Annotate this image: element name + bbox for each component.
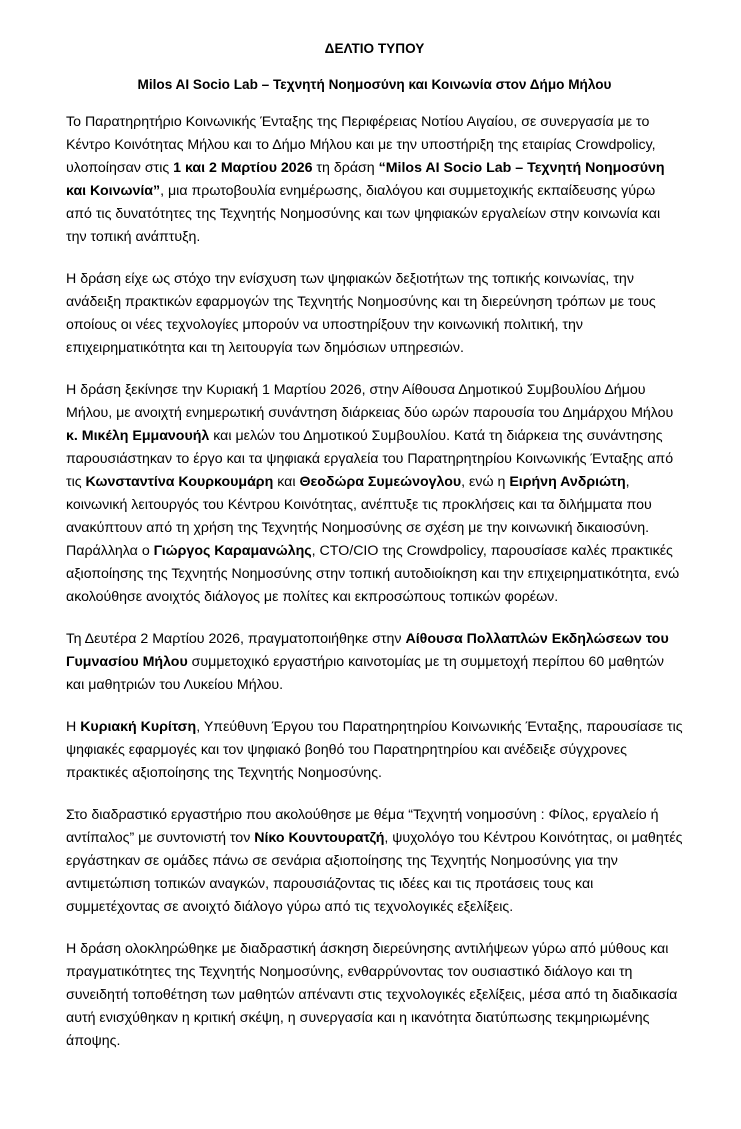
paragraph [66, 268, 683, 360]
document-body [66, 111, 683, 1053]
bold-text-run: Νίκο Κουντουρατζή [254, 830, 385, 846]
bold-text-run: Κωνσταντίνα Κουρκουμάρη [85, 474, 274, 490]
bold-text-run: Κυριακή Κυρίτση [80, 719, 197, 735]
text-run: και [273, 474, 300, 490]
text-run: Η δράση ξεκίνησε την Κυριακή 1 Μαρτίου 2026, στην Αίθουσα Δημοτικού Συμβουλίου Δήμου Μήλου, με ανοιχτή ενημερωτική συνάντηση διάρκειας δύο ωρών παρουσία του Δημάρχου Μήλου [66, 382, 674, 421]
document-title: ΔΕΛΤΙΟ ΤΥΠΟΥ [324, 41, 425, 56]
text-run: , κοινωνική λειτουργός του Κέντρου Κοινότητας, ανέπτυξε τις προκλήσεις και τα διλήμματα που ανακύπτουν από τη χρήση της Τεχνητής Νοημοσύνης σε σχέση με την κοινωνική δικαιοσύνη. Παράλληλα ο [66, 474, 652, 559]
bold-text-run: κ. Μικέλη Εμμανουήλ [66, 428, 210, 444]
text-run: , CTO/CIO της Crowdpolicy, παρουσίασε καλές πρακτικές αξιοποίησης της Τεχνητής Νοημοσύνης στην τοπική αυτοδιοίκηση και την επιχειρηματικότητα, ενώ ακολούθησε ανοιχτός διάλογος με πολίτες και εκπροσώπους τοπικών φορέων. [66, 543, 680, 605]
paragraph [66, 938, 683, 1053]
text-run: Τη Δευτέρα 2 Μαρτίου 2026, πραγματοποιήθηκε στην [66, 631, 406, 647]
text-run: Η δράση ολοκληρώθηκε με διαδραστική άσκηση διερεύνησης αντιλήψεων γύρω από μύθους και πραγματικότητες της Τεχνητής Νοημοσύνης, ενθαρρύνοντας τον ουσιαστικό διάλογο και τη συνειδητή τοποθέτηση των μαθητών απέναντι στις τεχνολογικές εξελίξεις, μέσα από τη διαδικασία αυτή ενισχύθηκαν η κριτική σκέψη, η συνεργασία και η ικανότητα διατύπωσης τεκμηριωμένης άποψης. [66, 941, 678, 1049]
text-run: , ψυχολόγο του Κέντρου Κοινότητας, οι μαθητές εργάστηκαν σε ομάδες πάνω σε σενάρια αξιοποίησης της Τεχνητής Νοημοσύνης για την αντιμετώπιση τοπικών αναγκών, παρουσιάζοντας τις ιδέες και τις προτάσεις τους και συμμετέχοντας σε ανοιχτό διάλογο γύρω από τις τεχνολογικές εξελίξεις. [66, 830, 683, 915]
bold-text-run: “Milos AI Socio Lab – Τεχνητή Νοημοσύνη και Κοινωνία” [66, 160, 665, 199]
text-run: , ενώ η [461, 474, 510, 490]
paragraph [66, 379, 683, 609]
text-run: Στο διαδραστικό εργαστήριο που ακολούθησε με θέμα “Τεχνητή νοημοσύνη : Φίλος, εργαλείο ή αντίπαλος” με συντονιστή τον [66, 807, 659, 846]
text-run: Η [66, 719, 81, 735]
paragraph [66, 628, 683, 697]
bold-text-run: Ειρήνη Ανδριώτη [509, 474, 626, 490]
bold-text-run: Γιώργος Καραμανώλης [153, 543, 312, 559]
text-run: και μελών του Δημοτικού Συμβουλίου. Κατά τη διάρκεια της συνάντησης παρουσιάστηκαν το έργο και τα ψηφιακά εργαλεία του Παρατηρητηρίου Κοινωνικής Ένταξης από τις [66, 428, 674, 490]
text-run: συμμετοχικό εργαστήριο καινοτομίας με τη συμμετοχή περίπου 60 μαθητών και μαθητριών του Λυκείου Μήλου. [66, 654, 664, 693]
paragraph [66, 111, 683, 249]
text-run: τη δράση [312, 160, 379, 176]
bold-text-run: 1 και 2 Μαρτίου 2026 [173, 160, 313, 176]
paragraph [66, 716, 683, 785]
bold-text-run: Θεοδώρα Συμεώνογλου [299, 474, 462, 490]
bold-text-run: Αίθουσα Πολλαπλών Εκδηλώσεων του Γυμνασίου Μήλου [66, 631, 669, 670]
text-run: Η δράση είχε ως στόχο την ενίσχυση των ψηφιακών δεξιοτήτων της τοπικής κοινωνίας, την ανάδειξη πρακτικών εφαρμογών της Τεχνητής Νοημοσύνης και τη διερεύνηση τρόπων με τους οποίους οι νέες τεχνολογίες μπορούν να υποστηρίξουν την κοινωνική πολιτική, την επιχειρηματικότητα και τη λειτουργία των δημόσιων υπηρεσιών. [66, 271, 656, 356]
text-run: Το Παρατηρητήριο Κοινωνικής Ένταξης της Περιφέρειας Νοτίου Αιγαίου, σε συνεργασία με το Κέντρο Κοινότητας Μήλου και το Δήμο Μήλου και με την υποστήριξη της εταιρίας Crowdpolicy, υλοποίησαν στις [66, 114, 656, 176]
text-run: , μια πρωτοβουλία ενημέρωσης, διαλόγου και συμμετοχικής εκπαίδευσης γύρω από τις δυνατότητες της Τεχνητής Νοημοσύνης και των ψηφιακών εργαλείων στην κοινωνία και την τοπική ανάπτυξη. [66, 183, 661, 245]
document-subtitle: Milos AI Socio Lab – Τεχνητή Νοημοσύνη και Κοινωνία στον Δήμο Μήλου [137, 77, 612, 92]
text-run: , Υπεύθυνη Έργου του Παρατηρητηρίου Κοινωνικής Ένταξης, παρουσίασε τις ψηφιακές εφαρμογές και τον ψηφιακό βοηθό του Παρατηρητηρίου και ανέδειξε σύγχρονες πρακτικές αξιοποίησης της Τεχνητής Νοημοσύνης. [66, 719, 683, 781]
paragraph [66, 804, 683, 919]
